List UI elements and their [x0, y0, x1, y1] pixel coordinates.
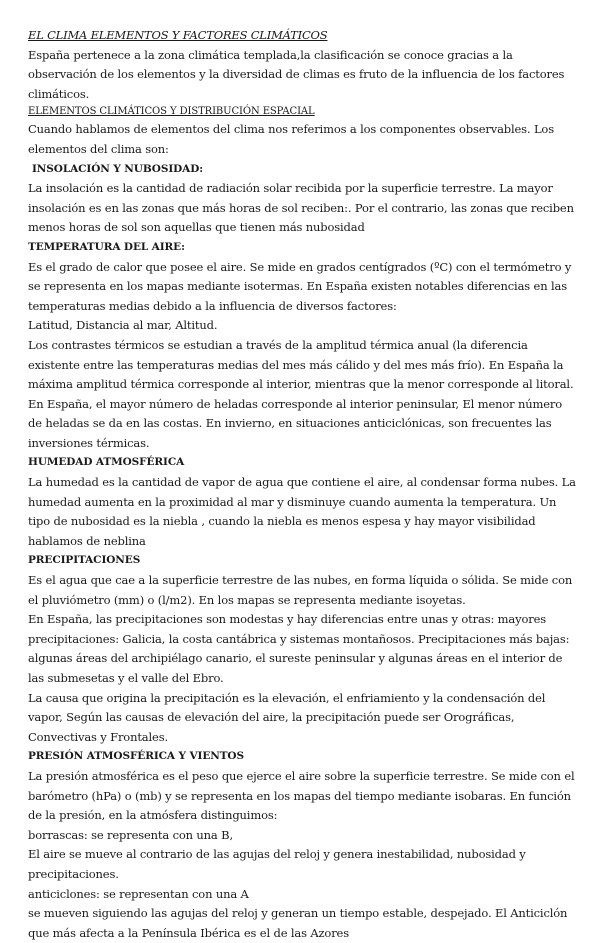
heading-insolacion: INSOLACIÓN Y NUBOSIDAD: [32, 162, 203, 175]
heading-humedad: HUMEDAD ATMOSFÉRICA [28, 456, 185, 469]
presion-paragraph-1: La presión atmosférica es el peso que ejerce el aire sobre la superficie terrestre. Se mide con el barómetro (hPa) o (mb) y se representa en los mapas del tiempo mediante isobaras. En función de la presión, en la atmósfera distinguimos: [28, 768, 575, 823]
insolacion-paragraph: La insolación es la cantidad de radiación solar recibida por la superficie terrestre. La mayor insolación es en las zonas que más horas de sol reciben:. Por el contrario, las zonas que reciben menos horas de sol son aquellas que tienen más nubosidad [28, 181, 574, 235]
precipitaciones-paragraph-3: La causa que origina la precipitación es la elevación, el enfriamiento y la condensación del vapor, Según las causas de elevación del aire, la precipitación puede ser Orográficas, Convectivas y Frontales. [28, 690, 546, 744]
presion-anticiclones: anticiclones: se representan con una A [28, 886, 249, 901]
presion-borrascas-desc: El aire se mueve al contrario de las agujas del reloj y genera inestabilidad, nubosidad y precipitaciones. [28, 847, 526, 881]
presion-anticiclones-desc: se mueven siguiendo las agujas del reloj y generan un tiempo estable, despejado. El Anticiclón que más afecta a la Península Ibérica es el de las Azores [28, 906, 568, 940]
temperatura-paragraph-1: Es el grado de calor que posee el aire. Se mide en grados centígrados (ºC) con el termómetro y se representa en los mapas mediante isotermas. En España existen notables diferencias en las temperaturas medias debido a la influencia de diversos factores: [28, 259, 572, 313]
humedad-paragraph: La humedad es la cantidad de vapor de agua que contiene el aire, al condensar forma nubes. La humedad aumenta en la proximidad al mar y disminuye cuando aumenta la temperatura. Un tipo de nubosidad es la niebla , cuando la niebla es menos espesa y hay mayor visibilidad hablamos de neblina [28, 475, 576, 548]
heading-precipitaciones: PRECIPITACIONES [28, 554, 141, 567]
heading-temperatura: TEMPERATURA DEL AIRE: [28, 240, 185, 253]
presion-borrascas: borrascas: se representa con una B, [28, 827, 233, 842]
intro-paragraph: España pertenece a la zona climática templada,la clasificación se conoce gracias a la observación de los elementos y la diversidad de climas es fruto de la influencia de los factores climáticos. [28, 47, 565, 101]
elements-intro-paragraph: Cuando hablamos de elementos del clima nos referimos a los componentes observables. Los elementos del clima son: [28, 122, 554, 156]
heading-presion: PRESIÓN ATMOSFÉRICA Y VIENTOS [28, 750, 244, 763]
document-title: EL CLIMA ELEMENTOS Y FACTORES CLIMÁTICOS [28, 28, 328, 42]
precipitaciones-paragraph-1: Es el agua que cae a la superficie terrestre de las nubes, en forma líquida o sólida. Se mide con el pluviómetro (mm) o (l/m2). En los mapas se representa mediante isoyetas. [28, 573, 573, 607]
precipitaciones-paragraph-2: En España, las precipitaciones son modestas y hay diferencias entre unas y otras: mayores precipitaciones: Galicia, la costa cantábrica y sistemas montañosos. Precipitaciones más bajas: algunas áreas del archipiélago canario, el sureste peninsular y algunas áreas en el interior de las submesetas y el valle del Ebro. [28, 612, 570, 685]
temperatura-paragraph-2: Los contrastes térmicos se estudian a través de la amplitud térmica anual (la diferencia existente entre las temperaturas medias del mes más cálido y del mes más frío). En España la máxima amplitud térmica corresponde al interior, mientras que la menor corresponde al litoral. En España, el mayor número de heladas corresponde al interior peninsular, El menor número de heladas se da en las costas. En invierno, en situaciones anticiclónicas, son frecuentes las inversiones térmicas. [28, 337, 574, 450]
section-subtitle: ELEMENTOS CLIMÁTICOS Y DISTRIBUCIÓN ESPACIAL [28, 106, 315, 118]
temperatura-factors: Latitud, Distancia al mar, Altitud. [28, 318, 218, 333]
